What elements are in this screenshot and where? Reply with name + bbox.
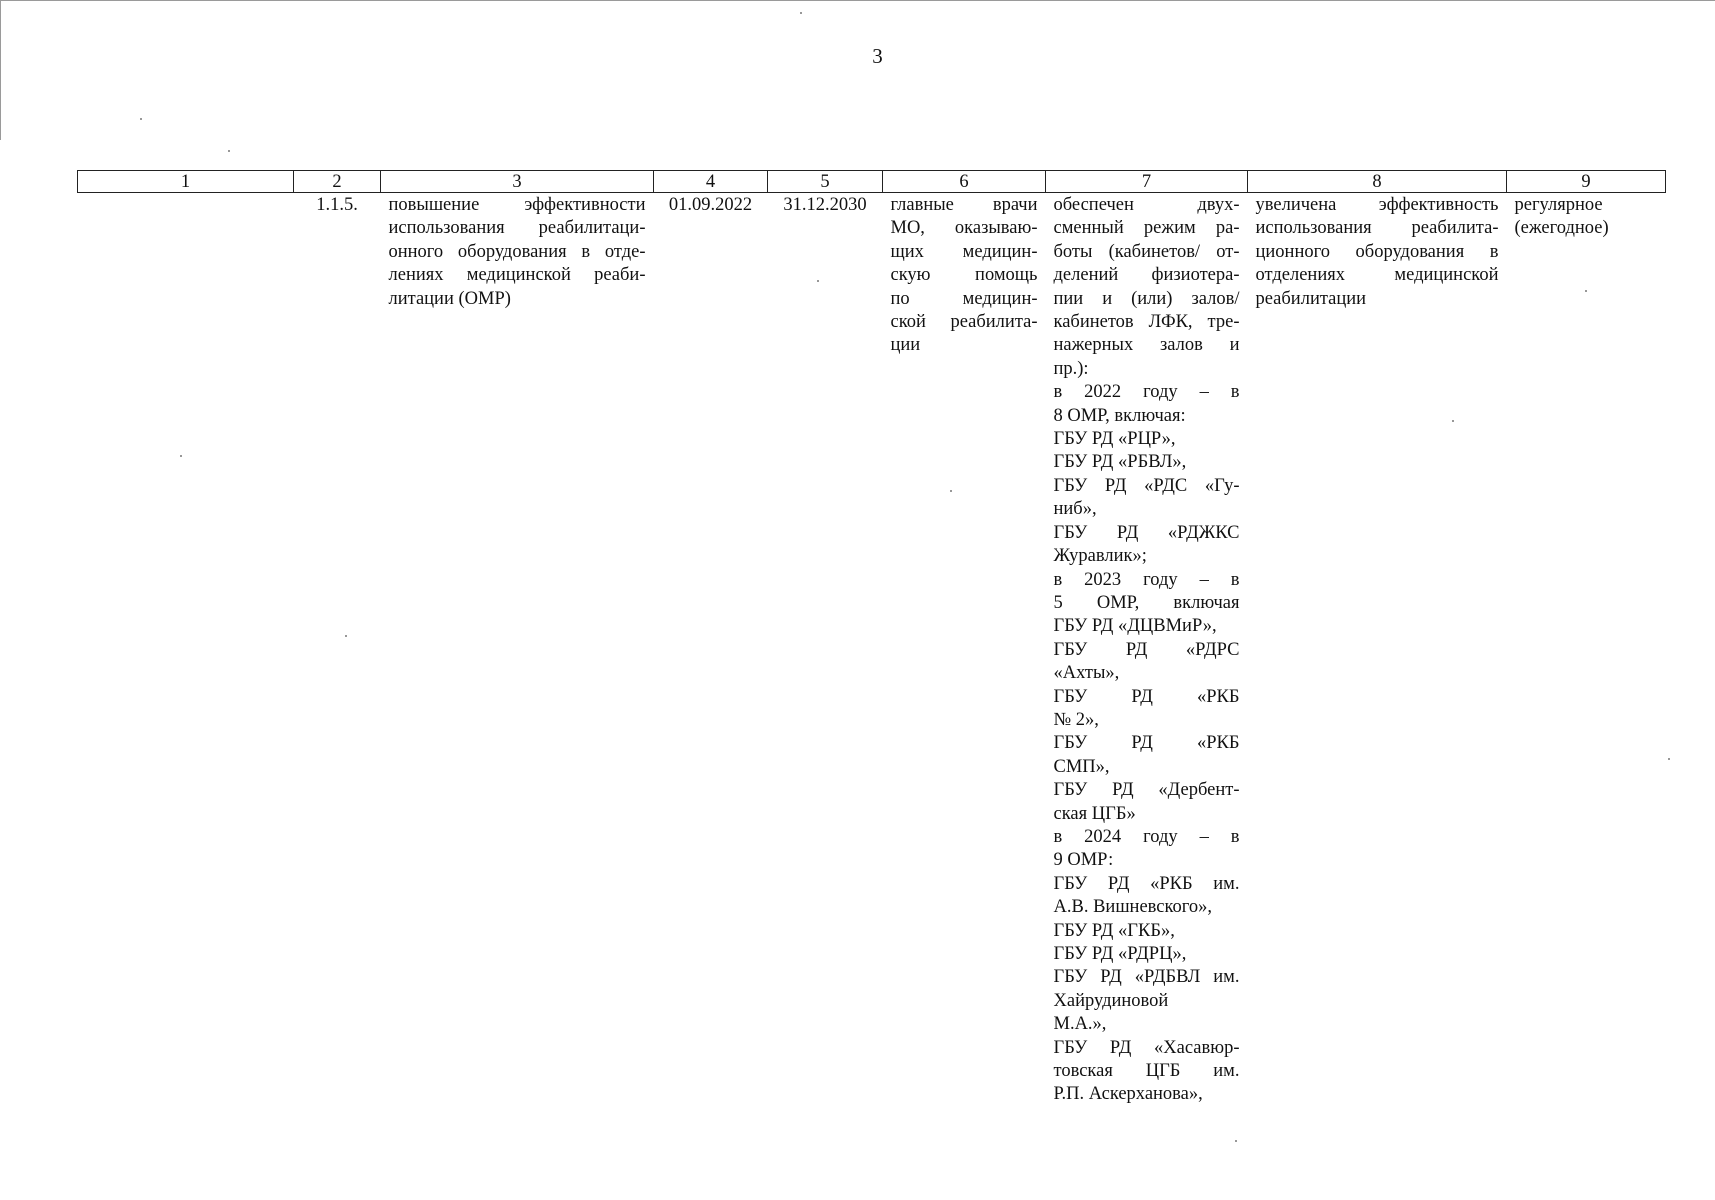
scan-edge-left (0, 0, 1, 140)
column-number-row (78, 171, 1666, 193)
cell-line: сменный режим ра- (1053, 218, 1240, 239)
cell-line: ГБУ РД «РКБ (1053, 733, 1240, 754)
cell-line: ГБУ РД «РДС «Гу- (1053, 475, 1240, 496)
cell-line: литации (ОМР) (388, 288, 511, 309)
cell-line: ской реабилита- (890, 312, 1038, 333)
cell-line: ции (890, 335, 921, 356)
cell-line: № 2», (1053, 709, 1099, 730)
cell-line: СМП», (1053, 756, 1110, 777)
cell-line: пии и (или) залов/ (1053, 288, 1240, 309)
scan-speck (228, 150, 230, 152)
cell-line: «Ахты», (1053, 663, 1120, 684)
cell-line: использования реабилита- (1255, 218, 1499, 239)
cell-line: ционного оборудования в (1255, 241, 1499, 262)
cell-line: отделениях медицинской (1255, 265, 1499, 286)
cell-line: ГБУ РД «РДЖКС (1053, 522, 1240, 543)
cell-line: делений физиотера- (1053, 265, 1240, 286)
cell-line: использования реабилитаци- (388, 218, 646, 239)
cell-line: кабинетов ЛФК, тре- (1053, 312, 1240, 333)
cell-line: М.А.», (1053, 1014, 1107, 1035)
cell-line: ГБУ РД «Хасавюр- (1053, 1037, 1240, 1058)
cell-line: онного оборудования в отде- (388, 241, 646, 262)
cell-line: (ежегодное) (1514, 218, 1609, 239)
scan-speck (1668, 758, 1670, 760)
column-number: 3 (381, 171, 654, 193)
cell-line: ГБУ РД «РДРС (1053, 639, 1240, 660)
column-number: 9 (1507, 171, 1666, 193)
cell-line: в 2024 году – в (1053, 826, 1240, 847)
cell-line: Р.П. Аскерханова», (1053, 1084, 1203, 1105)
scan-speck (800, 12, 802, 14)
periodicity (1507, 193, 1666, 1107)
cell-line: лениях медицинской реаби- (388, 265, 646, 286)
page-number: 3 (872, 44, 883, 68)
cell-line: пр.): (1053, 358, 1089, 379)
plan-table (77, 170, 1666, 1107)
cell-line: повышение эффективности (388, 195, 646, 215)
cell-line: ГБУ РД «ГКБ», (1053, 920, 1175, 941)
cell-line: 8 ОМР, включая: (1053, 405, 1186, 426)
cell-line: обеспечен двух- (1053, 195, 1240, 215)
cell-line: реабилитации (1255, 288, 1367, 309)
result-description (1046, 193, 1248, 1107)
cell-line: ГБУ РД «ДЦВМиР», (1053, 616, 1217, 637)
cell-line: ГБУ РД «РКБ (1053, 686, 1240, 707)
cell-line: А.В. Вишневского», (1053, 897, 1213, 918)
cell-line: Журавлик»; (1053, 546, 1147, 567)
item-number: 1.1.5. (316, 195, 358, 215)
scan-edge-top (0, 0, 1715, 1)
start-date: 01.09.2022 (668, 195, 753, 215)
cell-line: ГБУ РД «РЦР», (1053, 429, 1176, 450)
cell-line: Хайрудиновой (1053, 990, 1169, 1011)
cell-line: боты (кабинетов/ от- (1053, 241, 1240, 262)
scan-speck (140, 118, 142, 120)
cell-line: нажерных залов и (1053, 335, 1240, 356)
column-number: 4 (654, 171, 768, 193)
cell-line: ГБУ РД «РДРЦ», (1053, 944, 1187, 964)
cell-line: главные врачи (890, 195, 1038, 215)
cell-line: по медицин- (890, 288, 1038, 309)
cell-line: ГБУ РД «РБВЛ», (1053, 452, 1187, 473)
cell-line: ГБУ РД «Дербент- (1053, 780, 1240, 801)
cell-line: в 2022 году – в (1053, 382, 1240, 403)
cell-line: ГБУ РД «РДБВЛ им. (1053, 967, 1240, 988)
column-number: 8 (1248, 171, 1507, 193)
cell-line: ская ЦГБ» (1053, 803, 1136, 824)
table-row (78, 193, 1666, 1107)
column-number: 7 (1046, 171, 1248, 193)
activity-name (381, 193, 654, 1107)
cell-line: ГБУ РД «РКБ им. (1053, 873, 1240, 894)
cell-line: 9 ОМР: (1053, 850, 1114, 871)
column-number: 6 (883, 171, 1046, 193)
column-number: 2 (294, 171, 381, 193)
cell-col1 (78, 193, 294, 1107)
cell-line: 5 ОМР, включая (1053, 592, 1240, 613)
responsible-persons (883, 193, 1046, 1107)
cell-line: МО, оказываю- (890, 218, 1038, 239)
cell-line: щих медицин- (890, 241, 1038, 262)
cell-line: регулярное (1514, 195, 1603, 215)
cell-line: товская ЦГБ им. (1053, 1061, 1240, 1082)
column-number: 5 (768, 171, 883, 193)
cell-line: ниб», (1053, 499, 1097, 520)
cell-line: скую помощь (890, 265, 1038, 286)
end-date: 31.12.2030 (783, 195, 867, 215)
expected-effect (1248, 193, 1507, 1107)
cell-line: в 2023 году – в (1053, 569, 1240, 590)
column-number: 1 (78, 171, 294, 193)
cell-line: увеличена эффективность (1255, 195, 1499, 215)
scan-speck (1235, 1140, 1237, 1142)
